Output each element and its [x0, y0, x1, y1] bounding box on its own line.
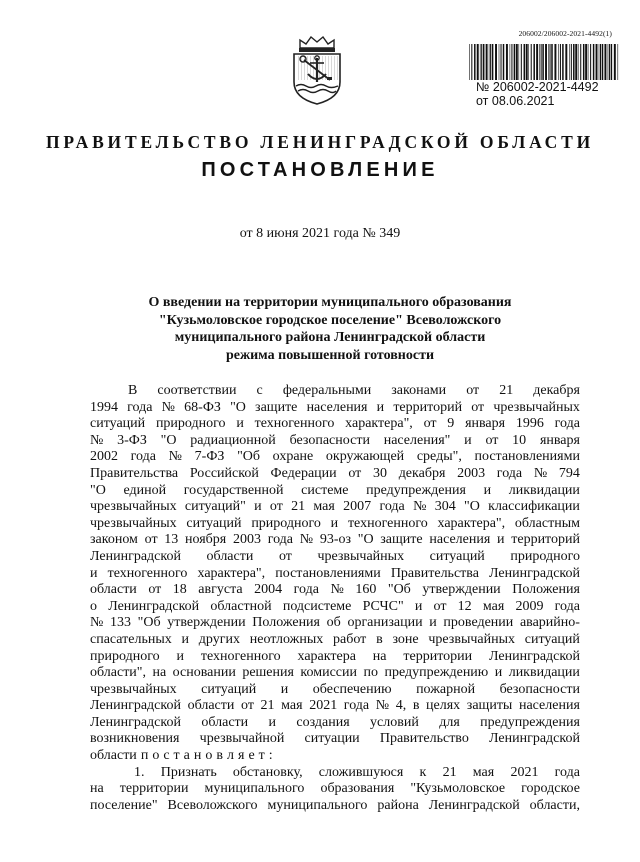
- word: с: [163, 748, 170, 764]
- word: об: [326, 615, 341, 631]
- paragraph-line: [90, 416, 580, 433]
- word: населения": [383, 432, 451, 448]
- word: ситуаций: [201, 681, 257, 697]
- word: Ленинградской: [489, 648, 580, 664]
- word: 2002: [90, 449, 118, 465]
- paragraph-line: [90, 748, 580, 765]
- word: 18: [172, 582, 187, 598]
- word: защиты: [466, 698, 513, 714]
- word: Правительства: [90, 465, 179, 481]
- word: природного: [510, 548, 580, 564]
- word: системе: [301, 482, 349, 498]
- word: радиационной: [190, 432, 276, 448]
- paragraph-line: [90, 400, 580, 417]
- paragraph-line: [90, 449, 580, 466]
- word: декабря: [398, 465, 446, 481]
- word: 2021: [510, 764, 539, 780]
- paragraph-line: [90, 781, 580, 798]
- paragraph-line: [90, 599, 580, 616]
- word: от: [466, 383, 480, 398]
- word: от: [269, 499, 283, 515]
- word: :: [268, 748, 273, 764]
- word: В: [128, 383, 138, 398]
- paragraph-line: [90, 665, 580, 682]
- word: Ленинградской: [108, 598, 200, 614]
- word: проведении: [443, 615, 514, 631]
- paragraph-line: [90, 516, 580, 533]
- word: 794: [558, 465, 580, 481]
- word: к: [419, 764, 427, 780]
- word: утверждении: [422, 582, 501, 598]
- word: №: [161, 399, 175, 415]
- paragraph-line: [90, 682, 580, 699]
- word: Ленинградской: [90, 548, 181, 564]
- word: обеспечению: [312, 681, 392, 697]
- word: пожарной: [416, 681, 476, 697]
- word: ситуации: [304, 731, 360, 747]
- word: Правительства: [390, 565, 479, 581]
- word: характера",: [197, 565, 266, 581]
- document-type: ПОСТАНОВЛЕНИЕ: [201, 159, 439, 181]
- registration-number: № 206002-2021-4492: [476, 80, 599, 94]
- paragraph-line: [90, 433, 580, 450]
- word: ситуаций: [524, 631, 580, 647]
- word: предупреждения: [366, 482, 466, 498]
- word: постановлениями: [474, 449, 580, 465]
- word: создания: [296, 714, 350, 730]
- barcode: [469, 44, 619, 80]
- word: защите: [380, 532, 423, 548]
- word: территорий: [393, 399, 463, 415]
- word: от: [148, 582, 162, 598]
- word: РСЧС": [362, 598, 404, 614]
- word: "Об: [137, 615, 161, 631]
- word: года: [293, 582, 319, 598]
- word: 160: [355, 582, 377, 598]
- word: территории: [119, 781, 189, 797]
- word: "Кузьмоловское: [410, 781, 506, 797]
- word: предупреждения: [480, 714, 580, 730]
- word: "О: [230, 399, 246, 415]
- word: и: [414, 598, 423, 614]
- word: ситуаций: [90, 416, 146, 432]
- word: е: [248, 748, 255, 764]
- word: федеральными: [282, 383, 372, 398]
- word: января: [539, 432, 580, 448]
- word: января: [465, 416, 506, 432]
- word: техногенного: [254, 416, 335, 432]
- word: с: [256, 383, 263, 398]
- word: характера: [297, 648, 356, 664]
- word: 133: [110, 615, 132, 631]
- word: организации: [347, 615, 423, 631]
- word: чрезвычайных: [317, 548, 405, 564]
- word: года: [267, 532, 294, 548]
- word: 9: [447, 416, 455, 432]
- word: и: [497, 532, 505, 548]
- word: №: [90, 432, 104, 448]
- word: Ленинградской: [90, 714, 181, 730]
- word: ситуаций": [184, 499, 246, 515]
- word: №: [168, 449, 182, 465]
- word: о: [90, 598, 97, 614]
- word: муниципального: [267, 797, 368, 813]
- word: о: [205, 748, 213, 764]
- document-title: [80, 294, 580, 364]
- word: других: [198, 631, 240, 647]
- word: от: [433, 598, 447, 614]
- word: "О: [357, 532, 374, 548]
- word: и: [176, 648, 184, 664]
- word: 304: [434, 499, 456, 515]
- word: 93-оз: [319, 532, 352, 548]
- word: неотложных: [249, 631, 324, 647]
- word: года: [343, 698, 370, 714]
- paragraph-line: [90, 549, 580, 566]
- word: населения: [306, 399, 368, 415]
- word: 7-ФЗ: [194, 449, 225, 465]
- word: работ: [333, 631, 367, 647]
- word: области,: [529, 797, 580, 813]
- registration-date: от 08.06.2021: [476, 94, 555, 108]
- word: года: [554, 598, 580, 614]
- word: Российской: [189, 465, 259, 481]
- word: ликвидации: [508, 482, 580, 498]
- word: т: [173, 748, 180, 764]
- word: области: [187, 698, 235, 714]
- word: и: [236, 416, 244, 432]
- word: декабря: [533, 383, 580, 398]
- word: населения: [429, 532, 491, 548]
- word: года: [554, 416, 580, 432]
- word: области: [201, 714, 249, 730]
- word: и: [268, 714, 277, 730]
- coat-of-arms-icon: [286, 34, 348, 106]
- word: зоне: [392, 631, 419, 647]
- word: Ленинградской: [488, 731, 580, 747]
- paragraph-line: [90, 582, 580, 599]
- title-line: О введении на территории муниципального образования: [148, 295, 512, 310]
- word: Правительство: [379, 731, 469, 747]
- word: чрезвычайных: [493, 399, 580, 415]
- word: района: [377, 797, 419, 813]
- word: характера",: [437, 515, 506, 531]
- word: 2003: [457, 465, 486, 481]
- word: Ленинградской: [90, 698, 181, 714]
- word: единой: [123, 482, 167, 498]
- word: природного: [155, 416, 226, 432]
- document-date: от 8 июня 2021 года № 349: [239, 226, 401, 241]
- word: августа: [198, 582, 243, 598]
- word: 3-ФЗ: [117, 432, 147, 448]
- word: 2021: [309, 698, 338, 714]
- word: окружающей: [325, 449, 405, 465]
- word: решения: [242, 665, 294, 681]
- title-line: "Кузьмоловское городское поселение" Всеволожского: [158, 312, 502, 328]
- word: мая: [482, 598, 505, 614]
- word: природного: [90, 648, 160, 664]
- word: чрезвычайных: [90, 681, 177, 697]
- word: основании: [172, 665, 236, 681]
- word: и: [254, 499, 262, 515]
- word: законами: [391, 383, 447, 398]
- word: ситуаций: [429, 548, 485, 564]
- paragraph-line: [90, 566, 580, 583]
- word: и: [494, 665, 503, 681]
- word: среды",: [416, 449, 462, 465]
- word: от: [144, 532, 158, 548]
- word: и: [181, 631, 190, 647]
- word: №: [375, 698, 390, 714]
- paragraph-line: [90, 649, 580, 666]
- government-title: ПРАВИТЕЛЬСТВО ЛЕНИНГРАДСКОЙ ОБЛАСТИ: [45, 132, 595, 152]
- word: 2003: [232, 532, 261, 548]
- word: и: [90, 565, 98, 581]
- word: о: [152, 748, 160, 764]
- word: н: [193, 748, 202, 764]
- word: территорий: [511, 532, 580, 548]
- word: №: [533, 465, 548, 481]
- word: Всеволожского: [167, 797, 258, 813]
- document-body: [90, 383, 580, 814]
- word: "О: [464, 499, 480, 515]
- paragraph-line: [90, 632, 580, 649]
- title-line: режима повышенной готовности: [225, 347, 435, 363]
- word: техногенного: [347, 515, 428, 531]
- word: городское: [521, 781, 580, 797]
- word: и: [330, 515, 339, 531]
- word: года: [130, 449, 156, 465]
- word: 21: [499, 383, 514, 398]
- word: т: [258, 748, 265, 764]
- word: подсистеме: [282, 598, 352, 614]
- word: и: [464, 432, 472, 448]
- word: классификации: [488, 499, 580, 515]
- word: области: [90, 582, 137, 598]
- word: ликвидации: [508, 665, 580, 681]
- word: чрезвычайной: [199, 731, 285, 747]
- word: соответствии: [157, 383, 237, 398]
- word: ситуаций: [186, 515, 242, 531]
- word: чрезвычайных: [428, 631, 515, 647]
- word: 1996: [515, 416, 544, 432]
- word: в: [376, 631, 383, 647]
- word: 13: [164, 532, 179, 548]
- word: года: [554, 764, 580, 780]
- word: области: [90, 748, 137, 764]
- word: 12: [457, 598, 472, 614]
- word: 4,: [395, 698, 407, 714]
- word: 1994: [90, 399, 118, 415]
- word: предупреждению: [384, 665, 489, 681]
- word: 21: [442, 764, 457, 780]
- word: Положения: [252, 615, 320, 631]
- registration-stamp: [476, 80, 599, 108]
- word: а: [183, 748, 190, 764]
- word: на: [90, 781, 104, 797]
- word: природного: [251, 515, 321, 531]
- word: спасательных: [90, 631, 172, 647]
- word: населения: [518, 698, 580, 714]
- word: от: [485, 432, 499, 448]
- word: п: [140, 748, 149, 764]
- paragraph-line: [90, 483, 580, 500]
- word: "О: [160, 432, 177, 448]
- word: для: [439, 714, 460, 730]
- paragraph-line: [90, 615, 580, 632]
- word: по: [363, 665, 378, 681]
- word: от: [423, 416, 437, 432]
- word: 68-ФЗ: [184, 399, 221, 415]
- word: безопасности: [289, 432, 370, 448]
- word: л: [227, 748, 234, 764]
- paragraph-line: [90, 532, 580, 549]
- word: Положения: [512, 582, 580, 598]
- word: 2004: [254, 582, 283, 598]
- word: безопасности: [499, 681, 580, 697]
- word: года: [127, 399, 153, 415]
- word: №: [299, 532, 314, 548]
- word: характера",: [345, 416, 413, 432]
- word: возникновения: [90, 731, 180, 747]
- word: законом: [90, 532, 138, 548]
- paragraph-line: [90, 731, 580, 748]
- word: и: [280, 681, 289, 697]
- paragraph-line: [90, 499, 580, 516]
- word: защите: [255, 399, 298, 415]
- word: постановлениями: [275, 565, 381, 581]
- word: я: [238, 748, 245, 764]
- word: от: [348, 465, 362, 481]
- word: от: [278, 548, 292, 564]
- word: "Об: [387, 582, 411, 598]
- word: №: [413, 499, 427, 515]
- word: 10: [512, 432, 527, 448]
- title-line: муниципального района Ленинградской области: [174, 330, 486, 345]
- word: мая: [281, 698, 303, 714]
- word: Ленинградской: [428, 797, 520, 813]
- word: в: [216, 748, 223, 764]
- word: в: [412, 698, 420, 714]
- word: охране: [272, 449, 314, 465]
- word: №: [90, 615, 104, 631]
- word: года: [496, 465, 523, 481]
- word: мая: [313, 499, 335, 515]
- word: на: [372, 648, 387, 664]
- word: территории: [403, 648, 473, 664]
- word: и: [483, 482, 492, 498]
- word: 2009: [515, 598, 544, 614]
- word: условий: [370, 714, 419, 730]
- word: мая: [472, 764, 495, 780]
- word: аварийно-: [519, 615, 580, 631]
- word: целях: [426, 698, 461, 714]
- word: "Об: [237, 449, 261, 465]
- word: образования: [320, 781, 395, 797]
- word: муниципального: [204, 781, 305, 797]
- word: государственной: [183, 482, 284, 498]
- word: и: [429, 615, 437, 631]
- word: Федерации: [270, 465, 337, 481]
- word: обстановку,: [232, 764, 303, 780]
- word: 30: [372, 465, 387, 481]
- word: областным: [514, 515, 580, 531]
- word: 2007: [343, 499, 372, 515]
- word: областной: [210, 598, 272, 614]
- word: сложившуюся: [318, 764, 404, 780]
- word: чрезвычайных: [90, 515, 177, 531]
- word: Ленинградской: [489, 565, 580, 581]
- word: и: [376, 399, 385, 415]
- word: 21: [260, 698, 275, 714]
- word: 21: [291, 499, 306, 515]
- word: "О: [90, 482, 106, 498]
- paragraph-line: [90, 466, 580, 483]
- paragraph-line: [90, 383, 580, 400]
- registration-header: 206002/206002-2021-4492(1): [518, 29, 612, 38]
- word: поселение": [90, 797, 158, 813]
- word: Признать: [160, 764, 217, 780]
- word: техногенного: [200, 648, 281, 664]
- word: на: [152, 665, 167, 681]
- word: 1.: [134, 764, 145, 780]
- word: области: [206, 548, 254, 564]
- word: техногенного: [107, 565, 188, 581]
- word: чрезвычайных: [90, 499, 177, 515]
- word: утверждении: [167, 615, 246, 631]
- word: года: [379, 499, 405, 515]
- word: от: [471, 399, 485, 415]
- word: комиссии: [300, 665, 358, 681]
- paragraph-line: [90, 698, 580, 715]
- word: ноября: [185, 532, 227, 548]
- word: от: [241, 698, 254, 714]
- paragraph-line: [90, 765, 580, 782]
- word: области",: [90, 665, 147, 681]
- word: №: [330, 582, 344, 598]
- paragraph-line: [90, 798, 580, 815]
- paragraph-line: [90, 715, 580, 732]
